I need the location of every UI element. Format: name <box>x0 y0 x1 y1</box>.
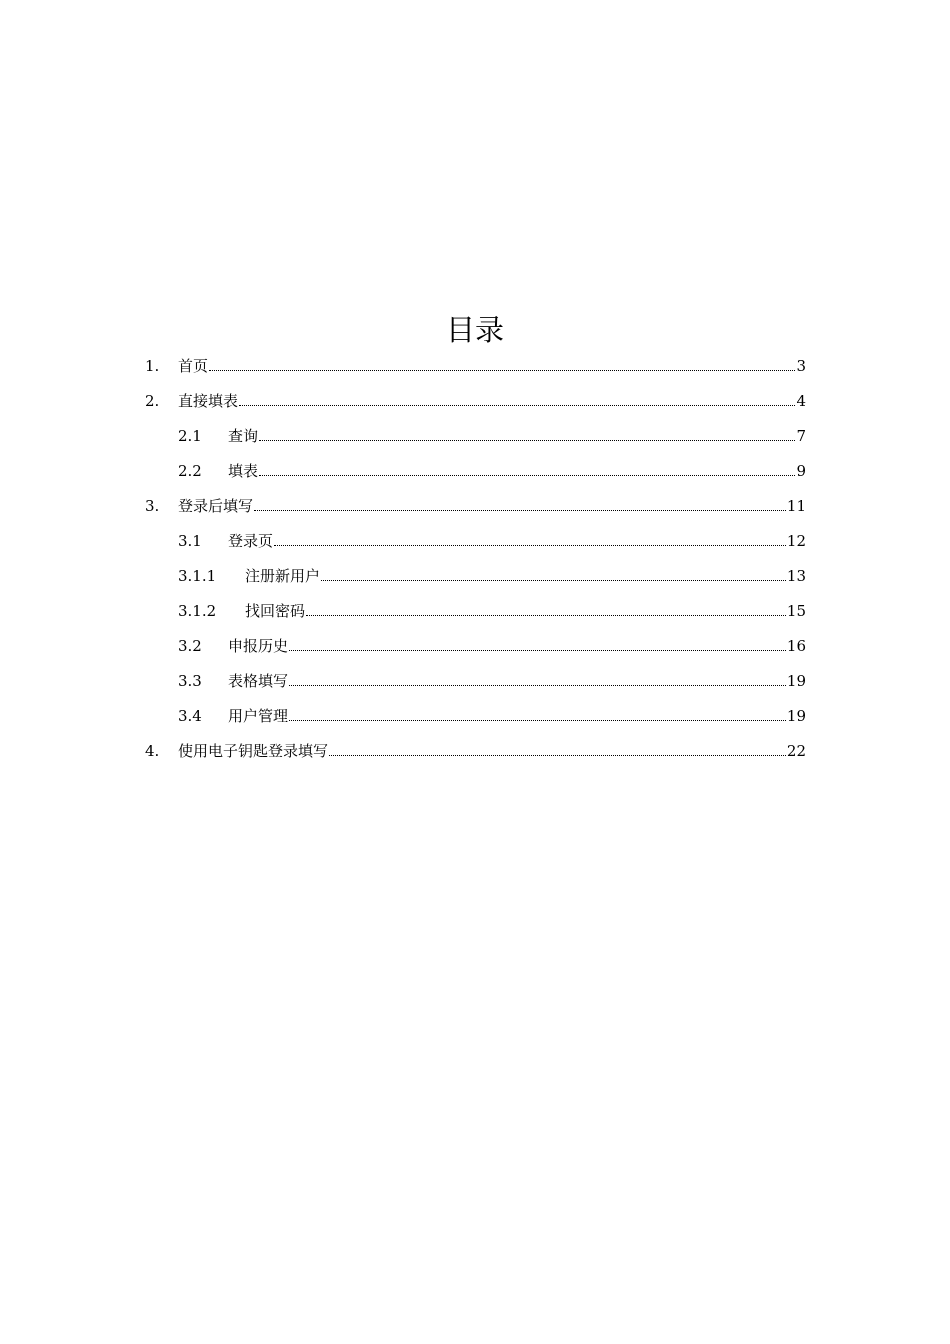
toc-entry-page: 19 <box>786 706 806 725</box>
toc-entry-label: 注册新用户 <box>245 567 321 585</box>
toc-dot-leader <box>259 475 795 476</box>
toc-entry[interactable] <box>145 523 806 558</box>
toc-entry-page: 13 <box>786 566 806 585</box>
toc-entry-number: 3.1.2 <box>178 601 217 620</box>
toc-dot-leader <box>209 370 795 371</box>
toc-entry-label: 表格填写 <box>228 672 289 690</box>
toc-entry-label: 填表 <box>228 462 259 480</box>
table-of-contents <box>145 348 806 768</box>
toc-entry-page: 12 <box>786 531 806 550</box>
toc-entry-label: 登录后填写 <box>178 497 254 515</box>
toc-dot-leader <box>329 755 786 756</box>
toc-entry-label: 首页 <box>178 357 209 375</box>
toc-entry-page: 3 <box>796 356 806 375</box>
toc-dot-leader <box>239 405 795 406</box>
toc-entry-page: 11 <box>786 496 806 515</box>
toc-entry[interactable] <box>145 348 806 383</box>
toc-entry[interactable] <box>145 593 806 628</box>
toc-entry-page: 16 <box>786 636 806 655</box>
toc-entry-number: 2.1 <box>178 426 202 445</box>
toc-dot-leader <box>321 580 786 581</box>
toc-entry[interactable] <box>145 418 806 453</box>
toc-entry-number: 2.2 <box>178 461 202 480</box>
toc-entry-page: 19 <box>786 671 806 690</box>
toc-entry-page: 15 <box>786 601 806 620</box>
toc-entry-label: 直接填表 <box>178 392 239 410</box>
toc-dot-leader <box>274 545 786 546</box>
toc-entry-page: 9 <box>796 461 806 480</box>
toc-entry-page: 22 <box>786 741 806 760</box>
toc-entry-number: 1. <box>145 356 160 375</box>
toc-entry[interactable] <box>145 628 806 663</box>
toc-entry-label: 查询 <box>228 427 259 445</box>
toc-dot-leader <box>259 440 795 441</box>
toc-entry-number: 3.1.1 <box>178 566 217 585</box>
toc-dot-leader <box>289 650 786 651</box>
toc-entry-page: 7 <box>796 426 806 445</box>
toc-entry-number: 3.2 <box>178 636 202 655</box>
toc-entry[interactable] <box>145 733 806 768</box>
toc-entry-label: 申报历史 <box>228 637 289 655</box>
toc-entry-label: 登录页 <box>228 532 274 550</box>
toc-entry[interactable] <box>145 453 806 488</box>
toc-entry-label: 找回密码 <box>245 602 306 620</box>
toc-entry-number: 3. <box>145 496 160 515</box>
toc-entry-number: 4. <box>145 741 160 760</box>
toc-entry-number: 2. <box>145 391 160 410</box>
toc-dot-leader <box>254 510 786 511</box>
toc-entry-label: 用户管理 <box>228 707 289 725</box>
toc-entry-page: 4 <box>796 391 806 410</box>
toc-dot-leader <box>289 685 786 686</box>
toc-entry-label: 使用电子钥匙登录填写 <box>178 742 329 760</box>
toc-entry[interactable] <box>145 383 806 418</box>
toc-entry[interactable] <box>145 663 806 698</box>
toc-entry-number: 3.3 <box>178 671 202 690</box>
toc-entry[interactable] <box>145 488 806 523</box>
toc-dot-leader <box>306 615 786 616</box>
toc-dot-leader <box>289 720 786 721</box>
toc-entry[interactable] <box>145 558 806 593</box>
toc-entry-number: 3.4 <box>178 706 202 725</box>
toc-title: 目录 <box>445 313 504 347</box>
toc-entry[interactable] <box>145 698 806 733</box>
toc-entry-number: 3.1 <box>178 531 202 550</box>
